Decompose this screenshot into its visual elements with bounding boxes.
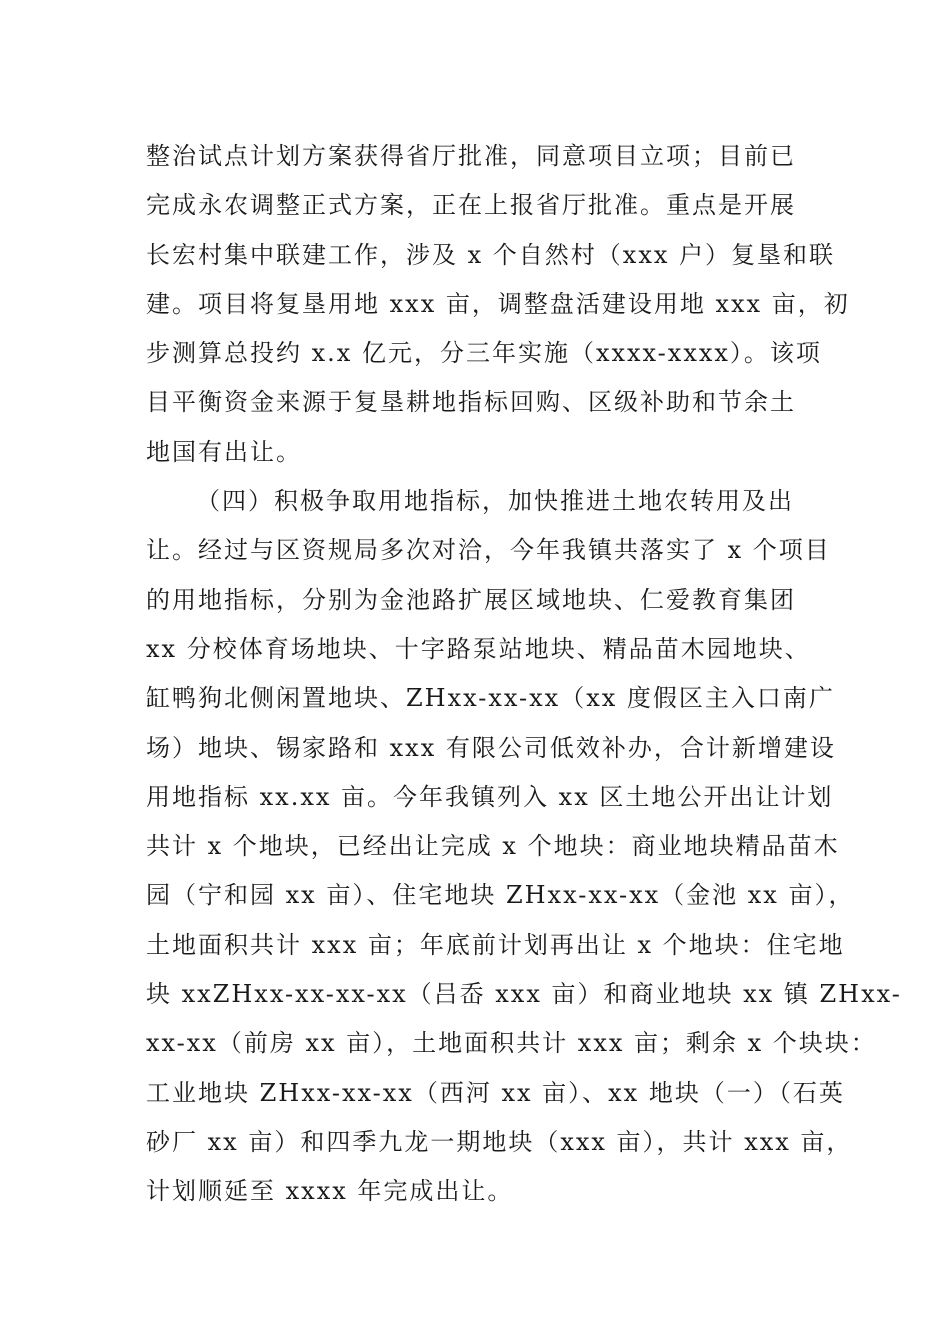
text-line: 园（宁和园 xx 亩）、住宅地块 ZHxx-xx-xx（金池 xx 亩），	[146, 881, 855, 910]
text-line: 缸鸭狗北侧闲置地块、ZHxx-xx-xx（xx 度假区主入口南广	[146, 684, 835, 713]
text-line: 砂厂 xx 亩）和四季九龙一期地块（xxx 亩），共计 xxx 亩，	[146, 1127, 853, 1156]
text-line: 地国有出让。	[146, 437, 302, 466]
text-line: 的用地指标，分别为金池路扩展区域地块、仁爱教育集团	[146, 585, 796, 614]
text-line: 场）地块、锡家路和 xxx 有限公司低效补办，合计新增建设	[146, 733, 836, 762]
body-text	[146, 132, 902, 1217]
text-line: 计划顺延至 xxxx 年完成出让。	[146, 1177, 514, 1206]
text-line: 目平衡资金来源于复垦耕地指标回购、区级补助和节余土	[146, 388, 796, 417]
text-line: 完成永农调整正式方案，正在上报省厅批准。重点是开展	[146, 191, 796, 220]
text-line: 用地指标 xx.xx 亩。今年我镇列入 xx 区土地公开出让计划	[146, 782, 834, 811]
text-line: 土地面积共计 xxx 亩；年底前计划再出让 x 个地块：住宅地	[146, 930, 845, 959]
text-line: 整治试点计划方案获得省厅批准，同意项目立项；目前已	[146, 142, 796, 170]
text-line: 长宏村集中联建工作，涉及 x 个自然村（xxx 户）复垦和联	[146, 240, 836, 269]
text-line: 步测算总投约 x.x 亿元，分三年实施（xxxx-xxxx）。该项	[146, 339, 822, 368]
text-line: xx-xx（前房 xx 亩），土地面积共计 xxx 亩；剩余 x 个块块：	[146, 1029, 877, 1058]
text-line: 共计 x 个地块，已经出让完成 x 个地块：商业地块精品苗木	[146, 832, 840, 861]
text-line: 建。项目将复垦用地 xxx 亩，调整盘活建设用地 xxx 亩，初	[146, 289, 850, 318]
text-line: 块 xxZHxx-xx-xx-xx（吕岙 xxx 亩）和商业地块 xx 镇 ZHxx-	[146, 980, 902, 1009]
text-line: xx 分校体育场地块、十字路泵站地块、精品苗木园地块、	[146, 634, 811, 663]
text-line: 让。经过与区资规局多次对洽，今年我镇共落实了 x 个项目	[146, 536, 831, 565]
text-line: 工业地块 ZHxx-xx-xx（西河 xx 亩）、xx 地块（一）（石英	[146, 1078, 845, 1107]
section-heading-line: （四）积极争取用地指标，加快推进土地农转用及出	[196, 487, 794, 516]
